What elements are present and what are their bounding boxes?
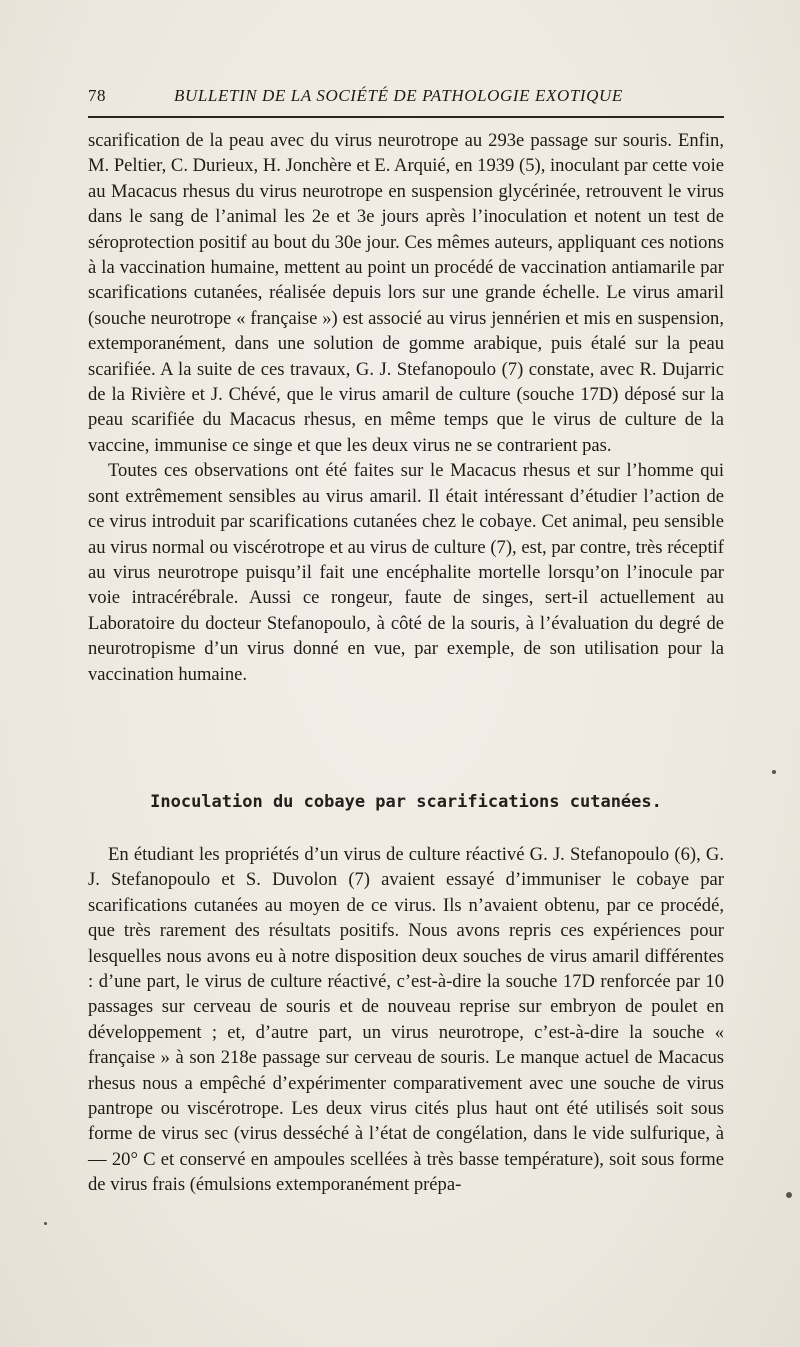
section-title: Inoculation du cobaye par scarifications cutanées. [150, 792, 662, 812]
paragraph-1: scarification de la peau avec du virus neurotrope au 293e passage sur souris. Enfin, M. Peltier, C. Durieux, H. Jonchère et E. Arquié, en 1939 (5), inoculant par cette voie au Macacus rhesus du virus neurotrope en suspension glycérinée, retrouvent le virus dans le sang de l’animal les 2e et 3e jours après l’inoculation et notent un test de séroprotection positif au bout du 30e jour. Ces mêmes auteurs, appliquant ces notions à la vaccination humaine, mettent au point un procédé de vaccination antiamarile par scarifications cutanées, réalisée depuis lors sur une grande échelle. Le virus amaril (souche neurotrope « française ») est associé au virus jennérien et mis en suspension, extemporanément, dans une solution de gomme arabique, puis étalé sur la peau scarifiée. A la suite de ces travaux, G. J. Stefanopoulo (7) constate, avec R. Dujarric de la Rivière et J. Chévé, que le virus amaril de culture (souche 17D) déposé sur la peau scarifiée du Macacus rhesus, en même temps que le virus de culture de la vaccine, immunise ce singe et que les deux virus ne se contrarient pas. [88, 130, 724, 456]
paragraph-2: Toutes ces observations ont été faites sur le Macacus rhesus et sur l’homme qui sont extrêmement sensibles au virus amaril. Il était intéressant d’étudier l’action de ce virus introduit par scarifications cutanées chez le cobaye. Cet animal, peu sensible au virus normal ou viscérotrope et au virus de culture (7), est, par contre, très réceptif au virus neurotrope puisqu’il fait une encéphalite mortelle lorsqu’on l’inocule par voie intracérébrale. Aussi ce rongeur, faute de singes, sert-il actuellement au Laboratoire du docteur Stefanopoulo, à côté de la souris, à l’évaluation du degré de neurotropisme d’un virus donné en vue, par exemple, de son utilisation pour la vaccination humaine. [88, 460, 724, 685]
paper-speck [786, 1192, 792, 1198]
paragraph-3: En étudiant les propriétés d’un virus de culture réactivé G. J. Stefanopoulo (6), G. J. Stefanopoulo et S. Duvolon (7) avaient essayé d’immuniser le cobaye par scarifications cutanées au moyen de ce virus. Ils n’avaient obtenu, par ce procédé, que très rarement des résultats positifs. Nous avons repris ces expériences pour lesquelles nous avons eu à notre disposition deux souches de virus amaril différentes : d’une part, le virus de culture réactivé, c’est-à-dire la souche 17D renforcée par 10 passages sur cerveau de souris et de nouveau reprise sur embryon de poulet en développement ; et, d’autre part, un virus neurotrope, c’est-à-dire la souche « française » à son 218e passage sur cerveau de souris. Le manque actuel de Macacus rhesus nous a empêché d’expérimenter comparativement avec une souche de virus pantrope ou viscérotrope. Les deux virus cités plus haut ont été utilisés soit sous forme de virus sec (virus desséché à l’état de congélation, dans le vide sulfurique, à — 20° C et conservé en ampoules scellées à très basse température), soit sous forme de virus frais (émulsions extemporanément prépa- [88, 844, 724, 1196]
page-number: 78 [88, 86, 106, 105]
paper-speck [772, 770, 776, 774]
header-rule [88, 116, 724, 118]
body-text-bottom [88, 842, 724, 1198]
body-text-top [88, 128, 724, 687]
journal-title: BULLETIN DE LA SOCIÉTÉ DE PATHOLOGIE EXOTIQUE [174, 86, 623, 105]
paper-speck [44, 1222, 47, 1225]
running-head [88, 86, 724, 112]
